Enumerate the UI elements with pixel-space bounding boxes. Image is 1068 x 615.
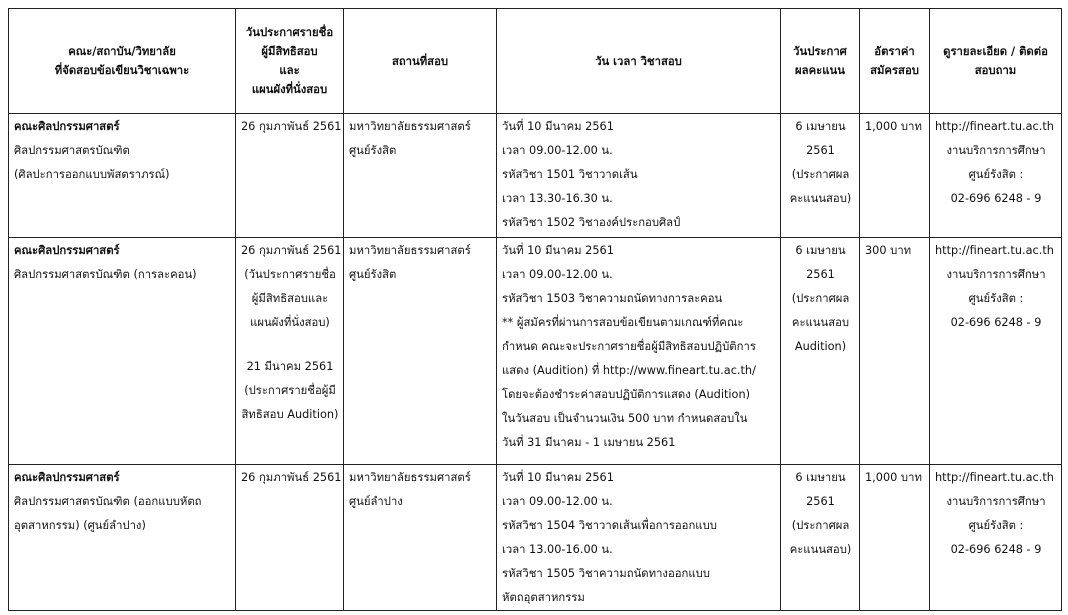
table-row	[9, 238, 1062, 465]
cell-contact	[930, 465, 1062, 611]
score-line: คะแนนสอบ)	[789, 192, 852, 205]
header-contact-line: สอบถาม	[974, 64, 1017, 77]
header-announce-line: และ	[279, 64, 300, 77]
cell-fee	[860, 465, 930, 611]
fee-value: 300 บาท	[865, 244, 912, 257]
faculty-name: คณะศิลปกรรมศาสตร์	[14, 120, 120, 133]
cell-announce	[236, 114, 344, 238]
schedule-line: เวลา 09.00-12.00 น.	[502, 495, 613, 508]
cell-venue	[344, 465, 497, 611]
schedule-line: โดยจะต้องชำระค่าสอบปฏิบัติการแสดง (Audition)	[502, 388, 751, 401]
schedule-line: เวลา 13.30-16.30 น.	[502, 192, 613, 205]
contact-line: ศูนย์รังสิต :	[968, 168, 1024, 181]
fee-value: 1,000 บาท	[865, 471, 922, 484]
contact-phone: 02-696 6248 - 9	[950, 192, 1042, 205]
schedule-line: เวลา 09.00-12.00 น.	[502, 268, 613, 281]
contact-line: งานบริการการศึกษา	[946, 495, 1046, 508]
header-score-date	[781, 9, 860, 114]
cell-fee	[860, 114, 930, 238]
header-contact	[930, 9, 1062, 114]
score-line: 6 เมษายน	[795, 471, 846, 484]
score-line: 2561	[806, 268, 835, 281]
header-announce-line: ผู้มีสิทธิสอบ	[261, 45, 318, 58]
header-venue	[344, 9, 497, 114]
faculty-name: คณะศิลปกรรมศาสตร์	[14, 471, 120, 484]
cell-venue	[344, 238, 497, 465]
announce-line: 26 กุมภาพันธ์ 2561	[241, 244, 342, 257]
venue-line: มหาวิทยาลัยธรรมศาสตร์	[349, 471, 471, 484]
venue-line: ศูนย์รังสิต	[349, 144, 397, 157]
announce-line: 26 กุมภาพันธ์ 2561	[241, 471, 342, 484]
header-venue-line: สถานที่สอบ	[391, 54, 449, 68]
venue-line: ศูนย์รังสิต	[349, 268, 397, 281]
header-faculty	[9, 9, 236, 114]
cell-announce	[236, 465, 344, 611]
table-row	[9, 114, 1062, 238]
cell-contact	[930, 238, 1062, 465]
schedule-line: วันที่ 31 มีนาคม - 1 เมษายน 2561	[502, 436, 676, 449]
schedule-line: ** ผู้สมัครที่ผ่านการสอบข้อเขียนตามเกณฑ์ที่คณะ	[502, 316, 744, 329]
schedule-line: หัตถอุตสาหกรรม	[502, 591, 585, 604]
score-line: 2561	[806, 495, 835, 508]
header-schedule	[497, 9, 781, 114]
schedule-line: วันที่ 10 มีนาคม 2561	[502, 120, 614, 133]
cell-score-date	[781, 238, 860, 465]
contact-line: งานบริการการศึกษา	[946, 268, 1046, 281]
announce-line: ผู้มีสิทธิสอบและ	[251, 292, 329, 305]
contact-url[interactable]: http://fineart.tu.ac.th	[935, 471, 1054, 484]
schedule-line: วันที่ 10 มีนาคม 2561	[502, 244, 614, 257]
header-announce-line: วันประกาศรายชื่อ	[245, 26, 334, 39]
contact-line: ศูนย์รังสิต :	[968, 519, 1024, 532]
admission-table-sheet	[8, 8, 1061, 611]
score-line: 6 เมษายน	[795, 120, 846, 133]
header-announce	[236, 9, 344, 114]
header-announce-line: แผนผังที่นั่งสอบ	[251, 83, 328, 96]
cell-faculty	[9, 238, 236, 465]
contact-phone: 02-696 6248 - 9	[950, 543, 1042, 556]
header-faculty-line: คณะ/สถาบัน/วิทยาลัย	[68, 45, 176, 58]
score-line: Audition)	[794, 340, 847, 353]
contact-url[interactable]: http://fineart.tu.ac.th	[935, 120, 1054, 133]
schedule-line: รหัสวิชา 1505 วิชาความถนัดทางออกแบบ	[502, 567, 710, 580]
score-line: (ประกาศผล	[791, 519, 850, 532]
announce-line: แผนผังที่นั่งสอบ)	[250, 316, 330, 329]
program-line: ศิลปกรรมศาสตรบัณฑิต (การละคอน)	[14, 268, 197, 281]
cell-faculty	[9, 114, 236, 238]
schedule-line: รหัสวิชา 1504 วิชาวาดเส้นเพื่อการออกแบบ	[502, 519, 717, 532]
header-fee-line: อัตราค่า	[874, 45, 915, 58]
score-line: 6 เมษายน	[795, 244, 846, 257]
exam-schedule-table	[8, 8, 1062, 611]
table-row	[9, 465, 1062, 611]
cell-contact	[930, 114, 1062, 238]
venue-line: ศูนย์ลำปาง	[349, 495, 403, 508]
spacer	[241, 335, 339, 355]
contact-line: ศูนย์รังสิต :	[968, 292, 1024, 305]
contact-line: งานบริการการศึกษา	[946, 144, 1046, 157]
schedule-line: เวลา 09.00-12.00 น.	[502, 144, 613, 157]
cell-score-date	[781, 114, 860, 238]
schedule-line: รหัสวิชา 1501 วิชาวาดเส้น	[502, 168, 638, 181]
schedule-line: แสดง (Audition) ที่ http://www.fineart.tu.ac.th/	[502, 364, 756, 377]
schedule-line: ในวันสอบ เป็นจำนวนเงิน 500 บาท กำหนดสอบใน	[502, 412, 748, 425]
header-fee-line: สมัครสอบ	[870, 64, 919, 77]
announce-line: (ประกาศรายชื่อผู้มี	[244, 384, 336, 397]
header-score-line: ผลคะแนน	[795, 64, 845, 77]
program-line: อุตสาหกรรม) (ศูนย์ลำปาง)	[14, 519, 146, 532]
schedule-line: รหัสวิชา 1502 วิชาองค์ประกอบศิลป์	[502, 216, 681, 229]
cell-faculty	[9, 465, 236, 611]
schedule-line: กำหนด คณะจะประกาศรายชื่อผู้มีสิทธิสอบปฏิบัติการ	[502, 340, 756, 353]
cell-score-date	[781, 465, 860, 611]
header-fee	[860, 9, 930, 114]
announce-line: 21 มีนาคม 2561	[246, 360, 334, 373]
contact-url[interactable]: http://fineart.tu.ac.th	[935, 244, 1054, 257]
score-line: คะแนนสอบ)	[789, 543, 852, 556]
announce-line: (วันประกาศรายชื่อ	[244, 268, 336, 281]
program-line: ศิลปกรรมศาสตรบัณฑิต	[14, 144, 130, 157]
cell-schedule	[497, 114, 781, 238]
announce-line: 26 กุมภาพันธ์ 2561	[241, 120, 342, 133]
schedule-line: เวลา 13.00-16.00 น.	[502, 543, 613, 556]
schedule-line: รหัสวิชา 1503 วิชาความถนัดทางการละคอน	[502, 292, 723, 305]
contact-phone: 02-696 6248 - 9	[950, 316, 1042, 329]
cell-fee	[860, 238, 930, 465]
program-line: (ศิลปะการออกแบบพัสตราภรณ์)	[14, 168, 170, 181]
cell-announce	[236, 238, 344, 465]
header-schedule-line: วัน เวลา วิชาสอบ	[595, 54, 682, 68]
cell-schedule	[497, 465, 781, 611]
cell-venue	[344, 114, 497, 238]
score-line: 2561	[806, 144, 835, 157]
header-score-line: วันประกาศ	[793, 45, 847, 58]
venue-line: มหาวิทยาลัยธรรมศาสตร์	[349, 244, 471, 257]
faculty-name: คณะศิลปกรรมศาสตร์	[14, 244, 120, 257]
header-row	[9, 9, 1062, 114]
announce-line: สิทธิสอบ Audition)	[241, 408, 339, 421]
score-line: คะแนนสอบ	[791, 316, 850, 329]
header-faculty-line: ที่จัดสอบข้อเขียนวิชาเฉพาะ	[54, 64, 190, 77]
schedule-line: วันที่ 10 มีนาคม 2561	[502, 471, 614, 484]
venue-line: มหาวิทยาลัยธรรมศาสตร์	[349, 120, 471, 133]
score-line: (ประกาศผล	[791, 292, 850, 305]
program-line: ศิลปกรรมศาสตรบัณฑิต (ออกแบบหัตถ	[14, 495, 202, 508]
fee-value: 1,000 บาท	[865, 120, 922, 133]
score-line: (ประกาศผล	[791, 168, 850, 181]
header-contact-line: ดูรายละเอียด / ติดต่อ	[943, 45, 1048, 58]
cell-schedule	[497, 238, 781, 465]
